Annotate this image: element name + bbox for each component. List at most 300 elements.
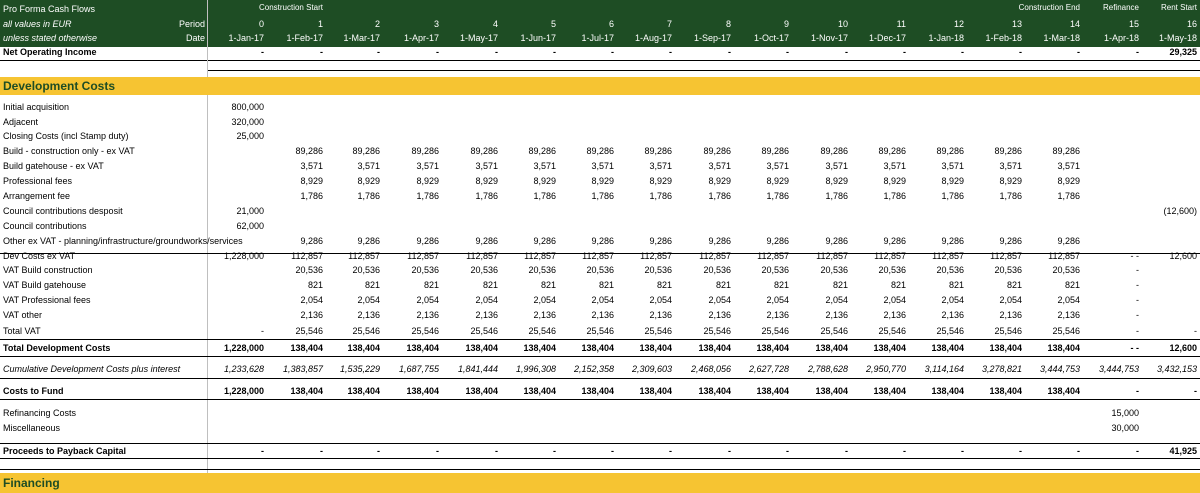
row-value: 320,000 [231, 117, 264, 127]
row-value: 821 [540, 280, 556, 290]
row-value: 821 [598, 280, 614, 290]
row-value: 1,786 [300, 191, 323, 201]
row-value: 25,546 [936, 326, 964, 336]
row-value: 112,857 [816, 251, 848, 261]
row-value: - [261, 326, 264, 336]
row-value: 3,278,821 [981, 364, 1022, 374]
row-value: - [1136, 386, 1139, 396]
row-value: 112,857 [699, 251, 731, 261]
row-value: 25,546 [878, 326, 906, 336]
row-value: 112,857 [407, 251, 439, 261]
row-value: 8,929 [300, 176, 323, 186]
row-value: 9,286 [766, 236, 789, 246]
period-date: 1-Jun-17 [520, 33, 556, 43]
row-value: 89,286 [528, 146, 556, 156]
row-value: - [553, 446, 556, 456]
row-value: 9,286 [999, 236, 1022, 246]
row-value: 12,600 [1169, 251, 1197, 261]
period-date: 1-Feb-17 [286, 33, 323, 43]
row-value: 138,404 [1047, 343, 1080, 353]
row-value: - - [1130, 251, 1139, 261]
row-value: 12,600 [1169, 343, 1197, 353]
period-date: 1-Sep-17 [693, 33, 731, 43]
row-label: Miscellaneous [3, 423, 61, 433]
row-value: 2,152,358 [573, 364, 614, 374]
row-label: Professional fees [3, 176, 73, 186]
row-value: 1,786 [475, 191, 498, 201]
row-value: 3,571 [999, 161, 1022, 171]
row-value: 138,404 [815, 343, 848, 353]
row-separator [0, 339, 1200, 340]
row-value: 2,054 [825, 295, 848, 305]
period-number: 1 [317, 19, 323, 29]
row-value: - [1019, 446, 1022, 456]
row-value: 25,546 [411, 326, 439, 336]
row-value: 138,404 [290, 343, 323, 353]
row-value: - - [1130, 343, 1139, 353]
period-number: 4 [492, 19, 498, 29]
period-date: 1-Apr-18 [1103, 33, 1139, 43]
period-date: 1-May-18 [1158, 33, 1197, 43]
row-value: 9,286 [883, 236, 906, 246]
row-value: 25,546 [644, 326, 672, 336]
row-value: 138,404 [931, 386, 964, 396]
row-value: 9,286 [533, 236, 556, 246]
row-value: 2,136 [941, 310, 964, 320]
row-value: 3,114,164 [924, 364, 964, 374]
row-value: 1,383,857 [282, 364, 323, 374]
row-value: 2,136 [999, 310, 1022, 320]
row-value: 9,286 [649, 236, 672, 246]
row-value: - [261, 446, 264, 456]
row-value: - [786, 446, 789, 456]
row-value: - [611, 446, 614, 456]
row-value: 20,536 [586, 265, 614, 275]
period-date: 1-Nov-17 [810, 33, 848, 43]
row-value: - [903, 47, 906, 57]
row-label: Initial acquisition [3, 102, 70, 112]
row-label: Cumulative Development Costs plus interest [3, 364, 181, 374]
row-value: 89,286 [295, 146, 323, 156]
row-value: 29,325 [1169, 47, 1197, 57]
row-value: 1,786 [649, 191, 672, 201]
row-value: 138,404 [290, 386, 323, 396]
row-value: 2,136 [883, 310, 906, 320]
row-value: 3,432,153 [1156, 364, 1197, 374]
row-value: 821 [773, 280, 789, 290]
period-number: 16 [1186, 19, 1197, 29]
row-value: 800,000 [231, 102, 264, 112]
row-value: 1,786 [999, 191, 1022, 201]
period-number: 8 [725, 19, 731, 29]
row-value: 20,536 [644, 265, 672, 275]
row-value: 138,404 [698, 343, 731, 353]
row-value: 112,857 [291, 251, 323, 261]
row-value: - [1136, 265, 1139, 275]
row-value: - [961, 446, 964, 456]
row-value: - [261, 47, 264, 57]
period-date: 1-May-17 [459, 33, 498, 43]
row-value: 62,000 [236, 221, 264, 231]
row-value: 138,404 [931, 343, 964, 353]
row-value: 25,546 [528, 326, 556, 336]
row-value: 25,000 [236, 131, 264, 141]
row-value: - [845, 446, 848, 456]
row-value: 89,286 [878, 146, 906, 156]
row-value: 9,286 [300, 236, 323, 246]
row-value: 2,136 [766, 310, 789, 320]
row-value: 1,841,444 [457, 364, 498, 374]
row-value: 25,546 [295, 326, 323, 336]
row-value: - [1194, 326, 1197, 336]
period-date: 1-Jan-18 [928, 33, 964, 43]
row-value: 20,536 [878, 265, 906, 275]
row-value: 3,571 [825, 161, 848, 171]
row-value: 25,546 [703, 326, 731, 336]
row-value: 138,404 [989, 386, 1022, 396]
period-number: 7 [666, 19, 672, 29]
row-value: - [495, 446, 498, 456]
row-value: 2,054 [591, 295, 614, 305]
row-value: 89,286 [703, 146, 731, 156]
row-value: 20,536 [295, 265, 323, 275]
row-value: 2,054 [649, 295, 672, 305]
row-value: 821 [1064, 280, 1080, 290]
row-value: - [1136, 446, 1139, 456]
milestone-label: Refinance [1102, 3, 1139, 12]
row-value: 8,929 [591, 176, 614, 186]
row-value: 2,136 [708, 310, 731, 320]
row-value: 138,404 [756, 386, 789, 396]
row-value: - [436, 47, 439, 57]
row-value: 21,000 [236, 206, 264, 216]
row-value: 25,546 [1052, 326, 1080, 336]
row-value: 89,286 [411, 146, 439, 156]
period-date: 1-Jul-17 [581, 33, 614, 43]
row-value: 20,536 [528, 265, 556, 275]
row-value: 20,536 [470, 265, 498, 275]
row-value: 25,546 [820, 326, 848, 336]
row-label: Adjacent [3, 117, 39, 127]
row-value: - [903, 446, 906, 456]
period-number: 9 [783, 19, 789, 29]
row-value: 9,286 [591, 236, 614, 246]
row-value: 1,228,000 [223, 343, 264, 353]
row-label: Arrangement fee [3, 191, 71, 201]
row-value: 2,788,628 [807, 364, 848, 374]
row-value: 138,404 [523, 343, 556, 353]
date-label: Date [185, 33, 205, 43]
row-value: 821 [482, 280, 498, 290]
section-title-development: Development Costs [3, 79, 116, 93]
row-value: 9,286 [475, 236, 498, 246]
row-label: Costs to Fund [3, 386, 64, 396]
row-value: 2,054 [533, 295, 556, 305]
row-value: 89,286 [1052, 146, 1080, 156]
row-value: 89,286 [936, 146, 964, 156]
row-label: Build gatehouse - ex VAT [3, 161, 104, 171]
row-value: 2,136 [533, 310, 556, 320]
sheet-subtitle-units: unless stated otherwise [3, 33, 98, 43]
row-value: 9,286 [941, 236, 964, 246]
row-value: 2,136 [300, 310, 323, 320]
sheet-header [0, 0, 1200, 47]
row-value: 20,536 [703, 265, 731, 275]
row-value: 138,404 [989, 343, 1022, 353]
period-label: Period [178, 19, 205, 29]
row-value: - [728, 47, 731, 57]
row-value: - [1194, 386, 1197, 396]
row-value: 2,136 [416, 310, 439, 320]
row-value: 138,404 [639, 343, 672, 353]
row-separator [0, 356, 1200, 357]
row-value: 2,136 [825, 310, 848, 320]
row-value: 1,786 [357, 191, 380, 201]
row-value: 1,786 [766, 191, 789, 201]
row-value: 8,929 [766, 176, 789, 186]
sheet-title: Pro Forma Cash Flows [3, 4, 96, 14]
row-value: - [669, 47, 672, 57]
row-label: Dev Costs ex VAT [3, 251, 76, 261]
row-value: 3,571 [1057, 161, 1080, 171]
row-value: 1,535,229 [339, 364, 380, 374]
row-value: 9,286 [416, 236, 439, 246]
row-value: 138,404 [756, 343, 789, 353]
row-value: 3,571 [883, 161, 906, 171]
row-value: 3,571 [649, 161, 672, 171]
period-date: 1-Dec-17 [868, 33, 906, 43]
row-value: 112,857 [757, 251, 789, 261]
milestone-label: Rent Start [1160, 3, 1197, 12]
row-value: 1,228,000 [223, 386, 264, 396]
row-value: 1,786 [825, 191, 848, 201]
row-value: 821 [890, 280, 906, 290]
row-value: 3,571 [591, 161, 614, 171]
row-value: 112,857 [932, 251, 964, 261]
row-value: 20,536 [411, 265, 439, 275]
period-number: 2 [374, 19, 380, 29]
row-value: 89,286 [761, 146, 789, 156]
period-date: 1-Feb-18 [985, 33, 1022, 43]
row-value: 138,404 [581, 386, 614, 396]
row-value: 138,404 [523, 386, 556, 396]
row-value: 20,536 [761, 265, 789, 275]
row-value: 89,286 [352, 146, 380, 156]
period-date: 1-Aug-17 [634, 33, 672, 43]
row-value: 89,286 [644, 146, 672, 156]
row-value: 3,571 [357, 161, 380, 171]
row-value: 112,857 [874, 251, 906, 261]
row-value: - [320, 446, 323, 456]
period-number: 11 [896, 19, 906, 29]
row-value: 8,929 [416, 176, 439, 186]
row-value: 2,136 [591, 310, 614, 320]
section-band-development [0, 77, 1200, 95]
row-value: 3,444,753 [1039, 364, 1080, 374]
row-value: - [1136, 310, 1139, 320]
row-value: 2,054 [357, 295, 380, 305]
row-value: 8,929 [825, 176, 848, 186]
row-separator [0, 458, 1200, 459]
row-value: - [495, 47, 498, 57]
row-value: 2,136 [1057, 310, 1080, 320]
row-separator [208, 60, 1200, 61]
row-value: 8,929 [1057, 176, 1080, 186]
row-value: 25,546 [994, 326, 1022, 336]
row-value: 138,404 [347, 386, 380, 396]
row-value: 25,546 [470, 326, 498, 336]
row-label: Other ex VAT - planning/infrastructure/groundworks/services [3, 236, 243, 246]
row-value: 821 [1006, 280, 1022, 290]
row-value: 138,404 [406, 343, 439, 353]
row-value: 1,786 [533, 191, 556, 201]
row-separator [0, 253, 1200, 254]
row-value: - [1136, 280, 1139, 290]
row-value: 20,536 [820, 265, 848, 275]
row-value: 3,444,753 [1098, 364, 1139, 374]
period-number: 5 [550, 19, 556, 29]
row-value: 3,571 [533, 161, 556, 171]
row-value: 821 [715, 280, 731, 290]
period-number: 3 [433, 19, 439, 29]
section-band-financing [0, 473, 1200, 493]
period-number: 12 [953, 19, 964, 29]
row-value: 8,929 [999, 176, 1022, 186]
row-value: 2,136 [649, 310, 672, 320]
row-value: 138,404 [581, 343, 614, 353]
row-value: 138,404 [698, 386, 731, 396]
row-value: (12,600) [1163, 206, 1197, 216]
row-value: 2,054 [708, 295, 731, 305]
row-value: 8,929 [475, 176, 498, 186]
row-value: 8,929 [883, 176, 906, 186]
row-value: 3,571 [708, 161, 731, 171]
row-separator [0, 443, 1200, 444]
row-value: 1,228,000 [223, 251, 264, 261]
row-label: Proceeds to Payback Capital [3, 446, 127, 456]
row-value: 15,000 [1111, 408, 1139, 418]
row-value: 3,571 [300, 161, 323, 171]
row-value: - [611, 47, 614, 57]
row-value: 20,536 [352, 265, 380, 275]
row-separator [0, 469, 1200, 470]
row-value: 138,404 [815, 386, 848, 396]
row-value: - [553, 47, 556, 57]
row-value: - [377, 47, 380, 57]
row-value: - [669, 446, 672, 456]
milestone-label: Construction End [1018, 3, 1080, 12]
period-number: 13 [1011, 19, 1022, 29]
row-value: 89,286 [820, 146, 848, 156]
row-value: 821 [656, 280, 672, 290]
row-value: 25,546 [352, 326, 380, 336]
row-value: - [786, 47, 789, 57]
row-value: 2,054 [999, 295, 1022, 305]
row-value: 821 [832, 280, 848, 290]
row-value: 89,286 [994, 146, 1022, 156]
row-value: 112,857 [582, 251, 614, 261]
row-value: 8,929 [357, 176, 380, 186]
row-value: 9,286 [1057, 236, 1080, 246]
row-value: - [1136, 47, 1139, 57]
row-value: 41,925 [1169, 446, 1197, 456]
row-value: - [436, 446, 439, 456]
row-value: 2,054 [475, 295, 498, 305]
period-date: 1-Mar-18 [1043, 33, 1080, 43]
row-value: 2,054 [1057, 295, 1080, 305]
row-value: 3,571 [941, 161, 964, 171]
row-value: 112,857 [640, 251, 672, 261]
row-value: 821 [364, 280, 380, 290]
row-value: 20,536 [936, 265, 964, 275]
row-value: 2,468,056 [690, 364, 731, 374]
period-date: 1-Jan-17 [228, 33, 264, 43]
row-label: VAT Build gatehouse [3, 280, 87, 290]
row-value: 1,996,308 [515, 364, 556, 374]
row-value: 1,233,628 [223, 364, 264, 374]
row-value: 2,309,603 [631, 364, 672, 374]
row-value: 8,929 [941, 176, 964, 186]
row-value: 25,546 [761, 326, 789, 336]
row-value: 138,404 [1047, 386, 1080, 396]
row-label: Total VAT [3, 326, 41, 336]
row-value: 3,571 [475, 161, 498, 171]
row-separator [0, 60, 207, 61]
row-separator [0, 399, 1200, 400]
milestone-label: Construction Start [258, 3, 323, 12]
row-value: 138,404 [465, 343, 498, 353]
row-value: 3,571 [766, 161, 789, 171]
row-value: 8,929 [649, 176, 672, 186]
row-value: 1,786 [883, 191, 906, 201]
row-value: 9,286 [825, 236, 848, 246]
row-value: - [728, 446, 731, 456]
period-date: 1-Apr-17 [403, 33, 439, 43]
row-label: Net Operating Income [3, 47, 97, 57]
row-value: 821 [307, 280, 323, 290]
row-label: Council contributions desposit [3, 206, 123, 216]
row-separator [0, 378, 1200, 379]
row-value: 9,286 [357, 236, 380, 246]
row-value: 1,786 [1057, 191, 1080, 201]
period-date: 1-Mar-17 [343, 33, 380, 43]
row-value: 25,546 [586, 326, 614, 336]
row-value: 2,054 [883, 295, 906, 305]
row-value: 1,786 [941, 191, 964, 201]
row-label: Closing Costs (incl Stamp duty) [3, 131, 129, 141]
row-value: 112,857 [990, 251, 1022, 261]
period-number: 10 [837, 19, 848, 29]
row-value: 20,536 [994, 265, 1022, 275]
row-value: 89,286 [470, 146, 498, 156]
row-value: 112,857 [348, 251, 380, 261]
row-value: 20,536 [1052, 265, 1080, 275]
row-value: 138,404 [347, 343, 380, 353]
row-value: 1,786 [708, 191, 731, 201]
row-value: - [1019, 47, 1022, 57]
row-label: Refinancing Costs [3, 408, 77, 418]
period-date: 1-Oct-17 [753, 33, 789, 43]
row-value: 2,136 [357, 310, 380, 320]
row-value: 138,404 [639, 386, 672, 396]
row-value: 112,857 [1048, 251, 1080, 261]
row-value: 138,404 [465, 386, 498, 396]
row-value: 2,054 [766, 295, 789, 305]
period-number: 0 [258, 19, 264, 29]
period-number: 6 [608, 19, 614, 29]
row-value: 112,857 [524, 251, 556, 261]
row-value: 2,950,770 [865, 364, 906, 374]
